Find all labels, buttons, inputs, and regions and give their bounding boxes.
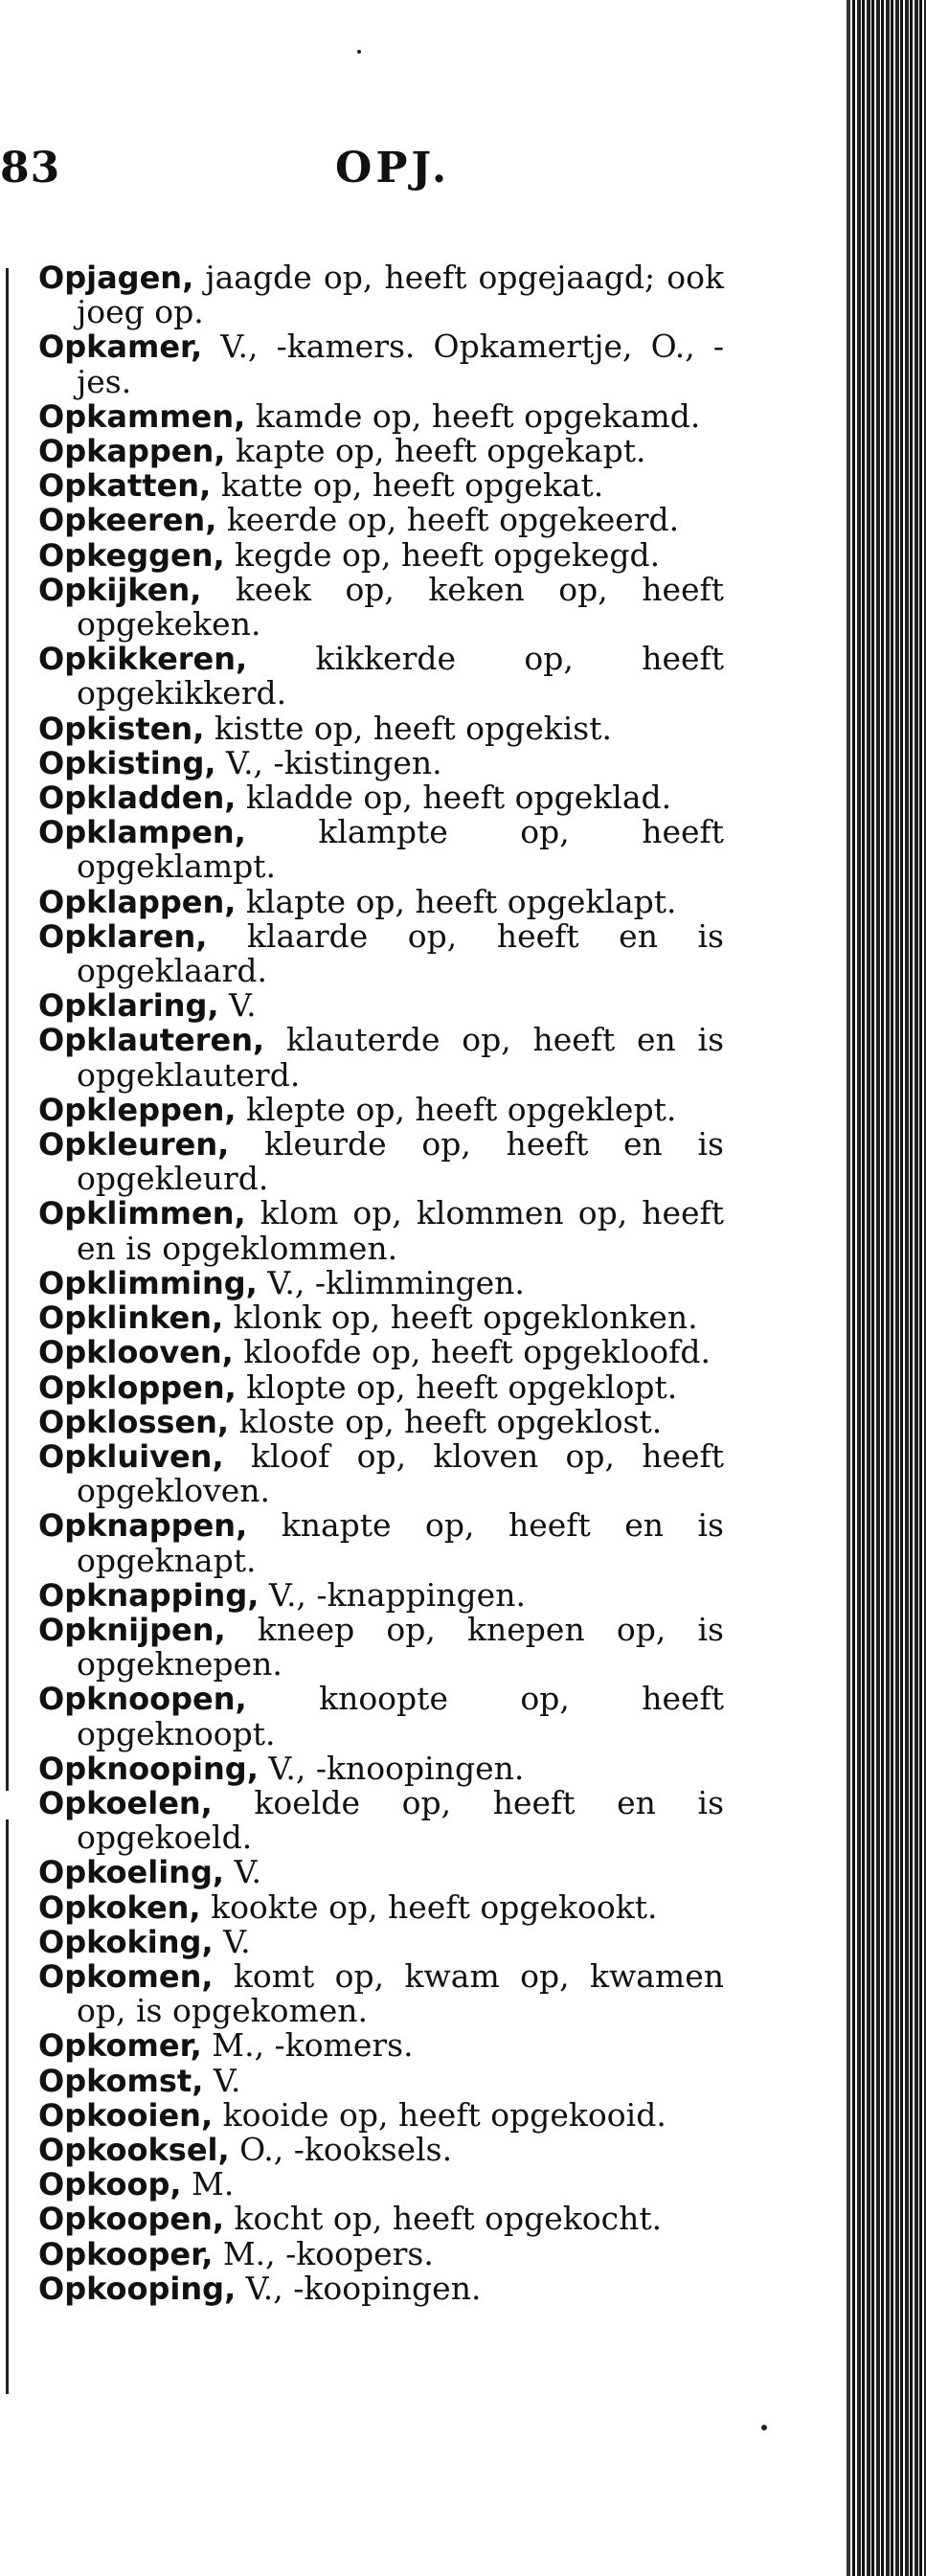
entry-headword: Opkoeling, — [38, 1854, 224, 1891]
entry-definition: V. — [203, 2061, 241, 2099]
entry-definition: katte op, heeft opgekat. — [211, 466, 604, 505]
entry-definition: V., -klimmingen. — [257, 1263, 525, 1301]
dictionary-entry — [38, 2028, 724, 2063]
entry-headword: Opkluiven, — [38, 1437, 224, 1475]
dictionary-entry — [38, 2234, 724, 2272]
dictionary-entry — [38, 988, 724, 1023]
entry-definition: koelde op, heeft en is opgekoeld. — [77, 1783, 724, 1857]
dictionary-entry — [38, 1508, 724, 1577]
entry-definition: V., -knappingen. — [259, 1575, 526, 1614]
dictionary-entry — [38, 1783, 724, 1857]
entry-definition: kloste op, heeft opgeklost. — [229, 1402, 663, 1440]
margin-rule — [6, 268, 9, 833]
dictionary-entry — [38, 916, 724, 990]
entry-definition: O., -kooksels. — [229, 2130, 453, 2168]
margin-rule — [6, 1819, 9, 2394]
entry-headword: Opkooien, — [38, 2096, 214, 2134]
entry-definition: V. — [224, 1853, 262, 1891]
dictionary-entry — [38, 2061, 724, 2099]
dictionary-entry — [38, 882, 724, 920]
dictionary-entry — [38, 709, 724, 747]
entry-definition: keek op, keken op, heeft opgekeken. — [77, 570, 724, 644]
entry-headword: Opknoopen, — [38, 1681, 247, 1718]
entry-headword: Opkisten, — [38, 710, 205, 747]
entry-headword: Opklauteren, — [38, 1022, 265, 1059]
entry-headword: Opkooper, — [38, 2235, 214, 2272]
entry-definition: kooide op, heeft opgekooid. — [213, 2095, 666, 2134]
dictionary-entry — [38, 570, 724, 644]
entry-headword: Opklossen, — [38, 1403, 230, 1440]
speck-mark — [357, 50, 361, 54]
entry-headword: Opkooksel, — [38, 2131, 230, 2168]
dictionary-entry — [38, 1090, 724, 1128]
entry-headword: Opkeggen, — [38, 536, 225, 574]
entry-headword: Opklappen, — [38, 883, 237, 920]
entry-definition: jaagde op, heeft opgejaagd; ook joeg op. — [77, 259, 724, 331]
dictionary-entry — [38, 1682, 724, 1751]
dictionary-entry — [38, 1436, 724, 1510]
dictionary-entry — [38, 1196, 724, 1265]
entry-definition: klonk op, heeft opgeklonken. — [223, 1299, 698, 1337]
entry-headword: Opkoelen, — [38, 1784, 213, 1821]
dictionary-entry — [38, 1610, 724, 1683]
entry-headword: Opkoop, — [38, 2166, 182, 2203]
entry-headword: Opkoken, — [38, 1888, 201, 1926]
entry-definition: keerde op, heeft opgekeerd. — [216, 501, 680, 539]
dictionary-entry — [38, 1855, 724, 1889]
margin-rule — [6, 833, 9, 1791]
entry-headword: Opkleppen, — [38, 1091, 237, 1128]
entry-definition: V., -kamers. Opkamertje, O., -jes. — [77, 328, 724, 400]
entry-definition: kikkerde op, heeft opgekikkerd. — [77, 640, 724, 712]
dictionary-entry — [38, 2271, 724, 2306]
entry-headword: Opkooping, — [38, 2270, 237, 2307]
dictionary-entry — [38, 2202, 724, 2236]
dictionary-entry — [38, 1127, 724, 1196]
dictionary-entry — [38, 1335, 724, 1369]
entry-definition: klampte op, heeft opgeklampt. — [77, 813, 724, 886]
dictionary-entry — [38, 535, 724, 574]
dictionary-entries — [38, 260, 724, 2306]
dictionary-entry — [38, 815, 724, 884]
entry-headword: Opkoopen, — [38, 2201, 225, 2238]
entry-definition: kookte op, heeft opgekookt. — [200, 1887, 658, 1926]
entry-headword: Opkammen, — [38, 397, 246, 435]
entry-definition: V., -knoopingen. — [258, 1749, 525, 1787]
running-head: OPJ. — [335, 144, 451, 192]
entry-definition: V., -koopingen. — [236, 2269, 482, 2307]
dictionary-entry — [38, 780, 724, 815]
dictionary-entry — [38, 1956, 724, 2030]
entry-definition: V., -kistingen. — [215, 743, 442, 781]
entry-headword: Opkijken, — [38, 571, 202, 608]
dictionary-entry — [38, 468, 724, 503]
entry-headword: Opkomen, — [38, 1957, 214, 1995]
entry-headword: Opklampen, — [38, 814, 246, 851]
dictionary-entry — [38, 1751, 724, 1786]
dictionary-entry — [38, 1575, 724, 1614]
dictionary-entry — [38, 1263, 724, 1301]
entry-definition: kloof op, kloven op, heeft opgekloven. — [77, 1436, 724, 1510]
dictionary-entry — [38, 2130, 724, 2168]
entry-definition: klom op, klommen op, heeft en is opgeklommen. — [77, 1194, 724, 1267]
entry-definition: kegde op, heeft opgekegd. — [224, 535, 661, 574]
entry-definition: klapte op, heeft opgeklapt. — [236, 882, 677, 920]
entry-headword: Opklimming, — [38, 1264, 258, 1301]
dictionary-entry — [38, 743, 724, 781]
entry-headword: Opkladden, — [38, 780, 237, 817]
entry-headword: Opkeeren, — [38, 502, 217, 539]
entry-headword: Opkoking, — [38, 1923, 214, 1960]
entry-headword: Opkomst, — [38, 2062, 204, 2099]
entry-headword: Opknapping, — [38, 1576, 260, 1614]
dictionary-entry — [38, 1300, 724, 1335]
entry-definition: klauterde op, heeft en is opgeklauterd. — [77, 1021, 724, 1094]
binding-edge — [847, 0, 850, 2576]
entry-definition: klepte op, heeft opgeklept. — [236, 1090, 677, 1128]
dictionary-entry — [38, 396, 724, 435]
entry-definition: V. — [218, 986, 257, 1025]
dictionary-entry — [38, 2167, 724, 2202]
entry-headword: Opkamer, — [38, 328, 203, 366]
entry-headword: Opkatten, — [38, 467, 212, 505]
entry-definition: knoopte op, heeft opgeknoopt. — [77, 1680, 724, 1752]
entry-definition: V. — [213, 1922, 251, 1960]
entry-definition: M., -koopers. — [213, 2234, 434, 2272]
entry-definition: klaarde op, heeft en is opgeklaard. — [77, 916, 724, 990]
entry-headword: Opklooven, — [38, 1334, 234, 1371]
entry-definition: kladde op, heeft opgeklad. — [236, 779, 672, 817]
entry-definition: kocht op, heeft opgekocht. — [224, 2200, 663, 2238]
entry-headword: Opkomer, — [38, 2027, 202, 2065]
entry-headword: Opknijpen, — [38, 1611, 226, 1648]
entry-headword: Opklinken, — [38, 1299, 224, 1337]
speck-mark — [761, 2425, 767, 2430]
dictionary-entry — [38, 1922, 724, 1960]
dictionary-entry — [38, 2095, 724, 2134]
entry-definition: M. — [181, 2165, 235, 2203]
dictionary-entry — [38, 1023, 724, 1092]
entry-headword: Opjagen, — [38, 260, 194, 296]
page-number: 83 — [0, 144, 61, 192]
dictionary-entry — [38, 260, 724, 329]
entry-headword: Opknappen, — [38, 1507, 248, 1545]
entry-definition: komt op, kwam op, kwamen op, is opgekomen. — [77, 1956, 724, 2030]
dictionary-entry — [38, 1887, 724, 1926]
entry-definition: kamde op, heeft opgekamd. — [245, 396, 701, 435]
entry-definition: kneep op, knepen op, is opgeknepen. — [77, 1610, 724, 1683]
dictionary-entry — [38, 1402, 724, 1440]
entry-definition: kistte op, heeft opgekist. — [204, 709, 612, 747]
dictionary-entry — [38, 434, 724, 468]
dictionary-entry — [38, 503, 724, 537]
dictionary-entry — [38, 329, 724, 398]
entry-headword: Opkappen, — [38, 433, 226, 470]
entry-headword: Opklaren, — [38, 917, 208, 955]
dictionary-entry — [38, 1367, 724, 1406]
entry-definition: kapte op, heeft opgekapt. — [225, 432, 646, 470]
entry-definition: klopte op, heeft opgeklopt. — [236, 1367, 678, 1406]
entry-headword: Opklimmen, — [38, 1195, 246, 1232]
dictionary-entry — [38, 642, 724, 711]
entry-definition: M., -komers. — [201, 2026, 414, 2065]
book-spine — [852, 0, 926, 2576]
entry-headword: Opkleuren, — [38, 1126, 230, 1164]
entry-definition: kleurde op, heeft en is opgekleurd. — [77, 1125, 724, 1198]
entry-headword: Opkikkeren, — [38, 641, 248, 678]
entry-headword: Opklaring, — [38, 987, 219, 1025]
entry-headword: Opknooping, — [38, 1750, 259, 1787]
entry-headword: Opkloppen, — [38, 1368, 237, 1406]
entry-headword: Opkisting, — [38, 744, 216, 781]
entry-definition: knapte op, heeft en is opgeknapt. — [77, 1506, 724, 1579]
entry-definition: kloofde op, heeft opgekloofd. — [233, 1333, 711, 1371]
